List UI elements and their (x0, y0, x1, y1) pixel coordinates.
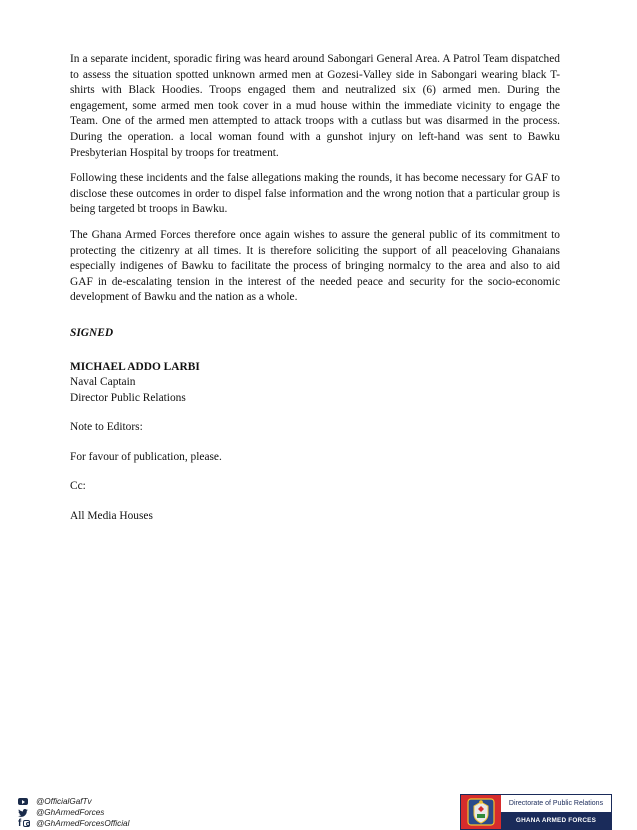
cc-recipients: All Media Houses (70, 510, 153, 523)
paragraph-assurance: The Ghana Armed Forces therefore once again wishes to assure the general public of its commitment to protecting the citizenry at all times. It is therefore soliciting the support of all peaceloving Ghanaians especially indigenes of Bawku to facilitate the process of bringing normalcy to the area and also to aid GAF in de-escalating tension in the interest of the needed peace and security for the socio-economic development of Bawku and the nation as a whole. (70, 228, 560, 304)
crest-icon (466, 797, 496, 827)
facebook-instagram-handle[interactable]: @GhArmedForcesOfficial (36, 819, 130, 828)
directorate-name: Directorate of Public Relations (501, 795, 611, 812)
twitter-row (18, 807, 129, 818)
instagram-icon (23, 820, 30, 827)
youtube-icon (18, 798, 28, 805)
directorate-brand (460, 794, 612, 830)
paragraph-disclosure: Following these incidents and the false allegations making the rounds, it has become necessary for GAF to disclose these outcomes in order to dispel false information and the wrong notion that a particular group is being targeted bt troops in Bawku. (70, 172, 560, 216)
organisation-name: GHANA ARMED FORCES (501, 812, 611, 829)
twitter-icon (18, 809, 28, 817)
youtube-handle[interactable]: @OfficialGafTv (36, 797, 92, 806)
cc-label: Cc: (70, 480, 86, 493)
press-release-body (70, 52, 560, 525)
publication-note: For favour of publication, please. (70, 450, 222, 463)
note-to-editors: Note to Editors: (70, 421, 143, 434)
social-handles (18, 796, 129, 829)
signed-label: SIGNED (70, 326, 114, 339)
facebook-instagram-row (18, 818, 129, 829)
signatory-rank: Naval Captain (70, 376, 136, 389)
signatory-name: MICHAEL ADDO LARBI (70, 360, 200, 373)
facebook-icon: f (18, 817, 22, 829)
paragraph-incident: In a separate incident, sporadic firing was heard around Sabongari General Area. A Patrol Team dispatched to assess the situation spotted unknown armed men at Gozesi-Valley side in Sabongari wearing black T-shirts with Black Hoodies. Troops engaged them and neutralized six (6) armed men. During the engagement, some armed men took cover in a mud house within the immediate vicinity to engage the Team. One of the armed men attempted to attack troops with a cutlass but was disarmed in the process. During the operation. a local woman found with a gunshot injury on left-hand was sent to Bawku Presbyterian Hospital by troops for treatment. (70, 53, 560, 159)
twitter-handle[interactable]: @GhArmedForces (36, 808, 105, 817)
youtube-row (18, 796, 129, 807)
gaf-crest-logo (461, 795, 501, 829)
signatory-position: Director Public Relations (70, 391, 186, 404)
